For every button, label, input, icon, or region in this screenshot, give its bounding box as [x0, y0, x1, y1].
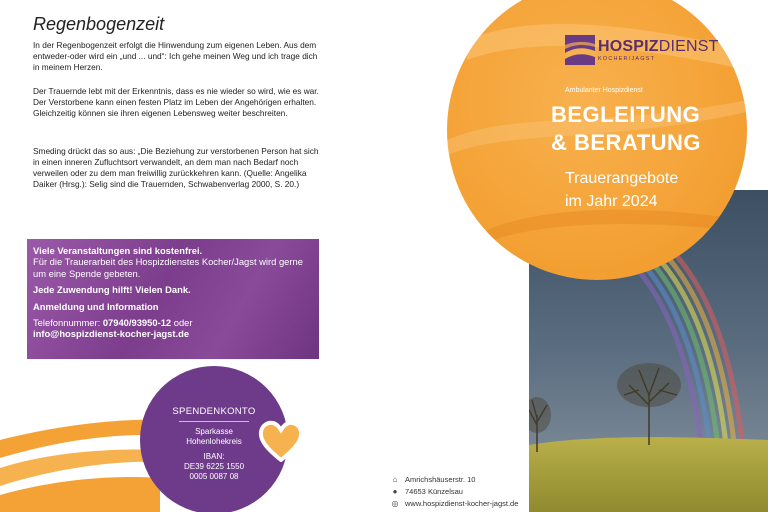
paragraph-1: In der Regenbogenzeit erfolgt die Hinwendung zum eigenen Leben. Aus dem entweder-oder wird ein „und ... und“: Ich gehe meinen Weg und ich trage dich in meinem Herzen. [33, 40, 318, 72]
address-web-row [390, 499, 518, 508]
logo-light: DIENST [658, 38, 719, 55]
house-icon: ⌂ [392, 475, 398, 484]
logo-bold: HOSPIZ [598, 38, 659, 55]
left-panel [0, 0, 320, 512]
subtitle-line-2: im Jahr 2024 [565, 193, 658, 210]
website-link[interactable]: www.hospizdienst-kocher-jagst.de [405, 499, 519, 508]
info-thanks: Jede Zuwendung hilft! Vielen Dank. [33, 284, 191, 296]
bank-region: Hohenlohekreis [186, 437, 242, 446]
phone-number[interactable]: 07940/93950-12 [102, 317, 172, 329]
service-label: Ambulanter Hospizdienst [565, 87, 643, 94]
info-registration: Anmeldung und Information [33, 300, 159, 312]
donation-divider [179, 421, 249, 422]
title-line-2: & BERATUNG [551, 130, 702, 155]
info-free-events: Viele Veranstaltungen sind kostenfrei. [33, 245, 203, 256]
paragraph-2: Der Trauernde lebt mit der Erkenntnis, dass es nie wieder so wird, wie es war. Der Verstorbene kann einen festen Platz im Leben der Angehörigen erhalten. Gleichzeitig können sie ihren eigenen Lebensweg weiter beschreiten. [33, 86, 319, 118]
globe-icon: ◎ [391, 499, 399, 508]
address-street: Amrichshäuserstr. 10 [405, 475, 476, 484]
address-city-row [390, 487, 463, 496]
logo-subtitle: KOCHER/JAGST [598, 56, 656, 62]
iban-label: IBAN: [203, 452, 225, 461]
paragraph-3: Smeding drückt das so aus: „Die Beziehung zur verstorbenen Person hat sich in einen inneren Zufluchtsort verwandelt, an dem man nach Bedarf noch verweilen oder zu dem man freiwillig zurückkehren kann. (Quelle: Angelika Daiker (Hrsg.): Selig sind die Trauernden, Schwabenverlag 2000, S. 20.) [33, 146, 319, 189]
info-donation-request: Für die Trauerarbeit des Hospizdienstes Kocher/Jagst wird gerne um eine Spende gebeten. [33, 256, 303, 279]
section-heading: Regenbogenzeit [33, 14, 165, 34]
address-street-row [390, 475, 475, 484]
logo-wordmark [598, 38, 719, 56]
subtitle-line-1: Trauerangebote [565, 170, 679, 187]
title-line-1: BEGLEITUNG [551, 102, 701, 127]
donation-title: SPENDENKONTO [172, 406, 256, 417]
iban-part-1: DE39 6225 1550 [183, 462, 245, 471]
phone-label: Telefonnummer: [33, 317, 103, 329]
heart-icon [258, 420, 304, 462]
hospizdienst-logo-icon [565, 35, 595, 65]
location-pin-icon: ● [392, 487, 398, 496]
email-link[interactable]: info@hospizdienst-kocher-jagst.de [33, 328, 190, 340]
phone-suffix: oder [171, 317, 193, 329]
address-city: 74653 Künzelsau [405, 487, 463, 496]
iban-part-2: 0005 0087 08 [189, 472, 239, 481]
bank-name: Sparkasse [195, 427, 233, 436]
